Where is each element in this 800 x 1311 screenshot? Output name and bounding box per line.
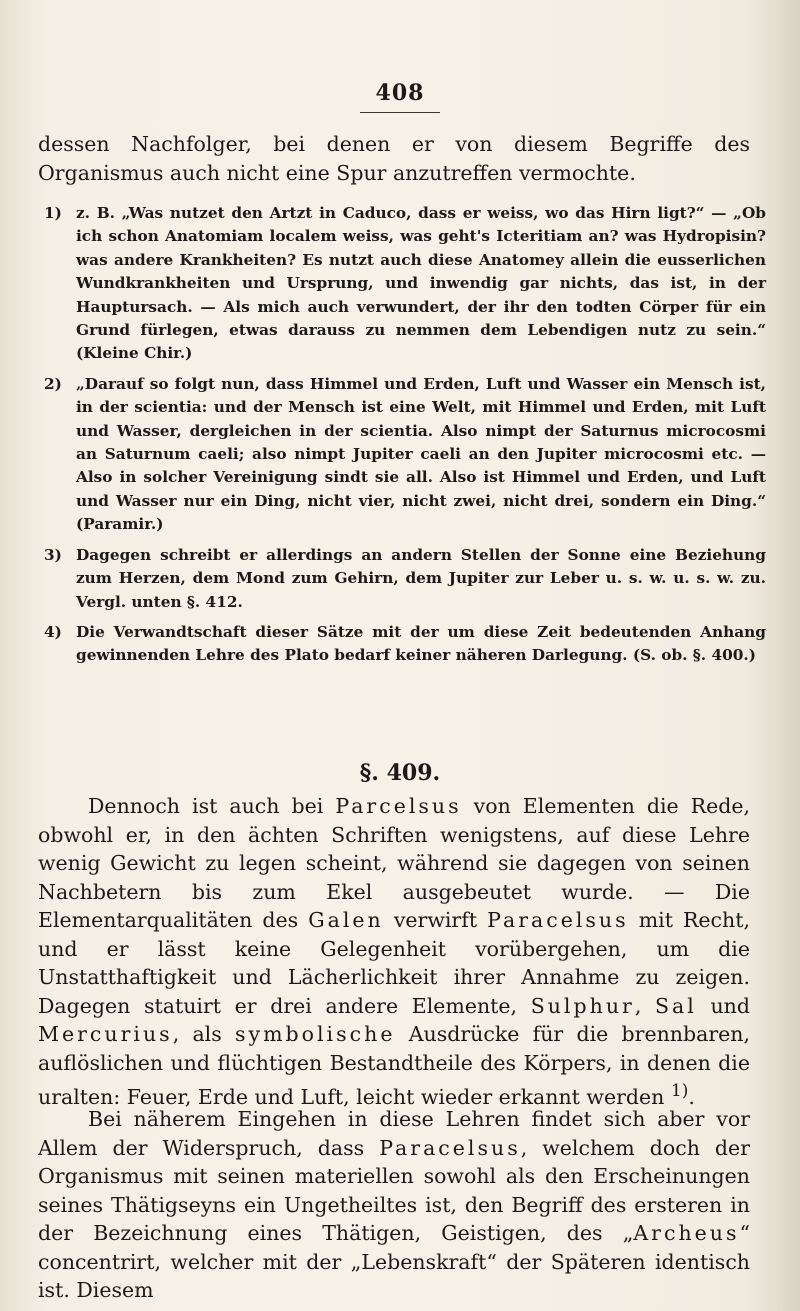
footnote-text: Dagegen schreibt er allerdings an andern Stellen der Sonne eine Beziehung zum Herzen, dem Mond zum Gehirn, dem Jupiter zur Leber u. s. w. u. s. w. zu. Vergl. unten §. 412. [76, 545, 766, 611]
person-name: Parcelsus [335, 794, 462, 818]
footnotes [44, 202, 766, 675]
footnote-number: 4) [44, 622, 62, 641]
section-paragraph-2 [38, 1105, 750, 1305]
page-number: 408 [375, 80, 425, 106]
section-heading: §. 409. [359, 760, 441, 786]
text-run: mit Recht, und er lässt keine Gelegenheit vorübergehen, um die Unstatthaftigkeit und Lächerlichkeit ihrer Annahme zu zeigen. Dagegen statuirt er drei andere Elemente, [38, 908, 751, 1018]
footnote-number: 2) [44, 374, 62, 393]
text-run: Ausdrücke für die brennbaren, auflöslichen und flüchtigen Bestandtheile des Körpers, in denen die uralten: Feuer, Erde und Luft, leicht wieder erkannt werden [38, 1022, 750, 1109]
person-name: Paracelsus [379, 1135, 521, 1160]
text-run: “ concentrirt, welcher mit der „Lebenskraft“ der Späteren identisch ist. Diesem [38, 1221, 750, 1302]
text-run: , als [172, 1022, 235, 1046]
footnote-3 [44, 544, 766, 614]
footnote-text: „Darauf so folgt nun, dass Himmel und Erden, Luft und Wasser ein Mensch ist, in der scientia: und der Mensch ist eine Welt, mit Himmel und Erden, mit Luft und Wasser, dergleichen in der scientia. Also nimpt der Saturnus microcosmi an Saturnum caeli; also nimpt Jupiter caeli an den Jupiter microcosmi etc. — Also in solcher Vereinigung sindt sie all. Also ist Himmel und Erden, und Luft und Wasser nur ein Ding, nicht vier, nicht zwei, nicht drei, sondern ein Ding.“ (Paramir.) [76, 374, 766, 534]
text-run: Bei näherem Eingehen in diese Lehren findet sich aber vor Allem der Widerspruch, dass [38, 1107, 750, 1160]
section-paragraph-1 [38, 792, 750, 1111]
footnote-reference: 1) [670, 1081, 689, 1101]
text-run: verwirft [383, 908, 488, 932]
text-run: , [634, 993, 655, 1018]
footnote-text: z. B. „Was nutzet den Artzt in Caduco, dass er weiss, wo das Hirn ligt?“ — „Ob ich schon Anatomiam localem weiss, was geht's Icteritiam an? was Hydropisin? was andere Krankheiten? Es nutzt auch diese Anatomey allein die eusserlichen Wundkrankheiten und Ursprung, und inwendig gar nichts, das ist, in der Hauptursach. — Als mich auch verwundert, der ihr den todten Cörper für ein Grund fürlegen, etwas darauss zu nemmen dem Lebendigen nutz zu sein.“ (Kleine Chir.) [76, 204, 766, 363]
emphasis-term: Archeus [633, 1221, 740, 1245]
person-name: Galen [308, 908, 384, 932]
text-run: . [688, 1084, 695, 1109]
intro-paragraph: dessen Nachfolger, bei denen er von diesem Begriffe des Organismus auch nicht eine Spur anzutreffen vermochte. [38, 132, 750, 185]
text-run: von Elementen die Rede, obwohl er, in den ächten Schriften wenigstens, auf diese Lehre wenig Gewicht zu legen scheint, während sie dagegen von seinen Nachbetern bis zum Ekel ausgebeutet wurde. — Die Elementarqualitäten des [38, 794, 750, 932]
text-run: Dennoch ist auch bei [88, 794, 336, 818]
footnote-number: 1) [44, 204, 62, 222]
text-run: und [696, 993, 750, 1018]
footnote-4 [44, 621, 766, 668]
footnote-1 [44, 202, 766, 366]
element-term: Sal [654, 993, 697, 1018]
footnote-2 [44, 373, 766, 537]
page-number-rule [360, 112, 440, 113]
element-term: Sulphur [530, 993, 635, 1018]
footnote-number: 3) [44, 545, 62, 564]
element-term: Mercurius [38, 1022, 173, 1046]
person-name: Paracelsus [487, 908, 629, 932]
text-run: , welchem doch der Organismus mit seinen materiellen sowohl als den Erscheinungen seines Thätigseyns ein Ungetheiltes ist, den Begriff des ersteren in der Bezeichnung eines Thätigen, Geistigen, des „ [38, 1135, 750, 1245]
footnote-text: Die Verwandtschaft dieser Sätze mit der um diese Zeit bedeutenden Anhang gewinnenden Lehre des Plato bedarf keiner näheren Darlegung. (S. ob. §. 400.) [76, 622, 766, 665]
emphasis-term: symbolische [235, 1022, 396, 1046]
